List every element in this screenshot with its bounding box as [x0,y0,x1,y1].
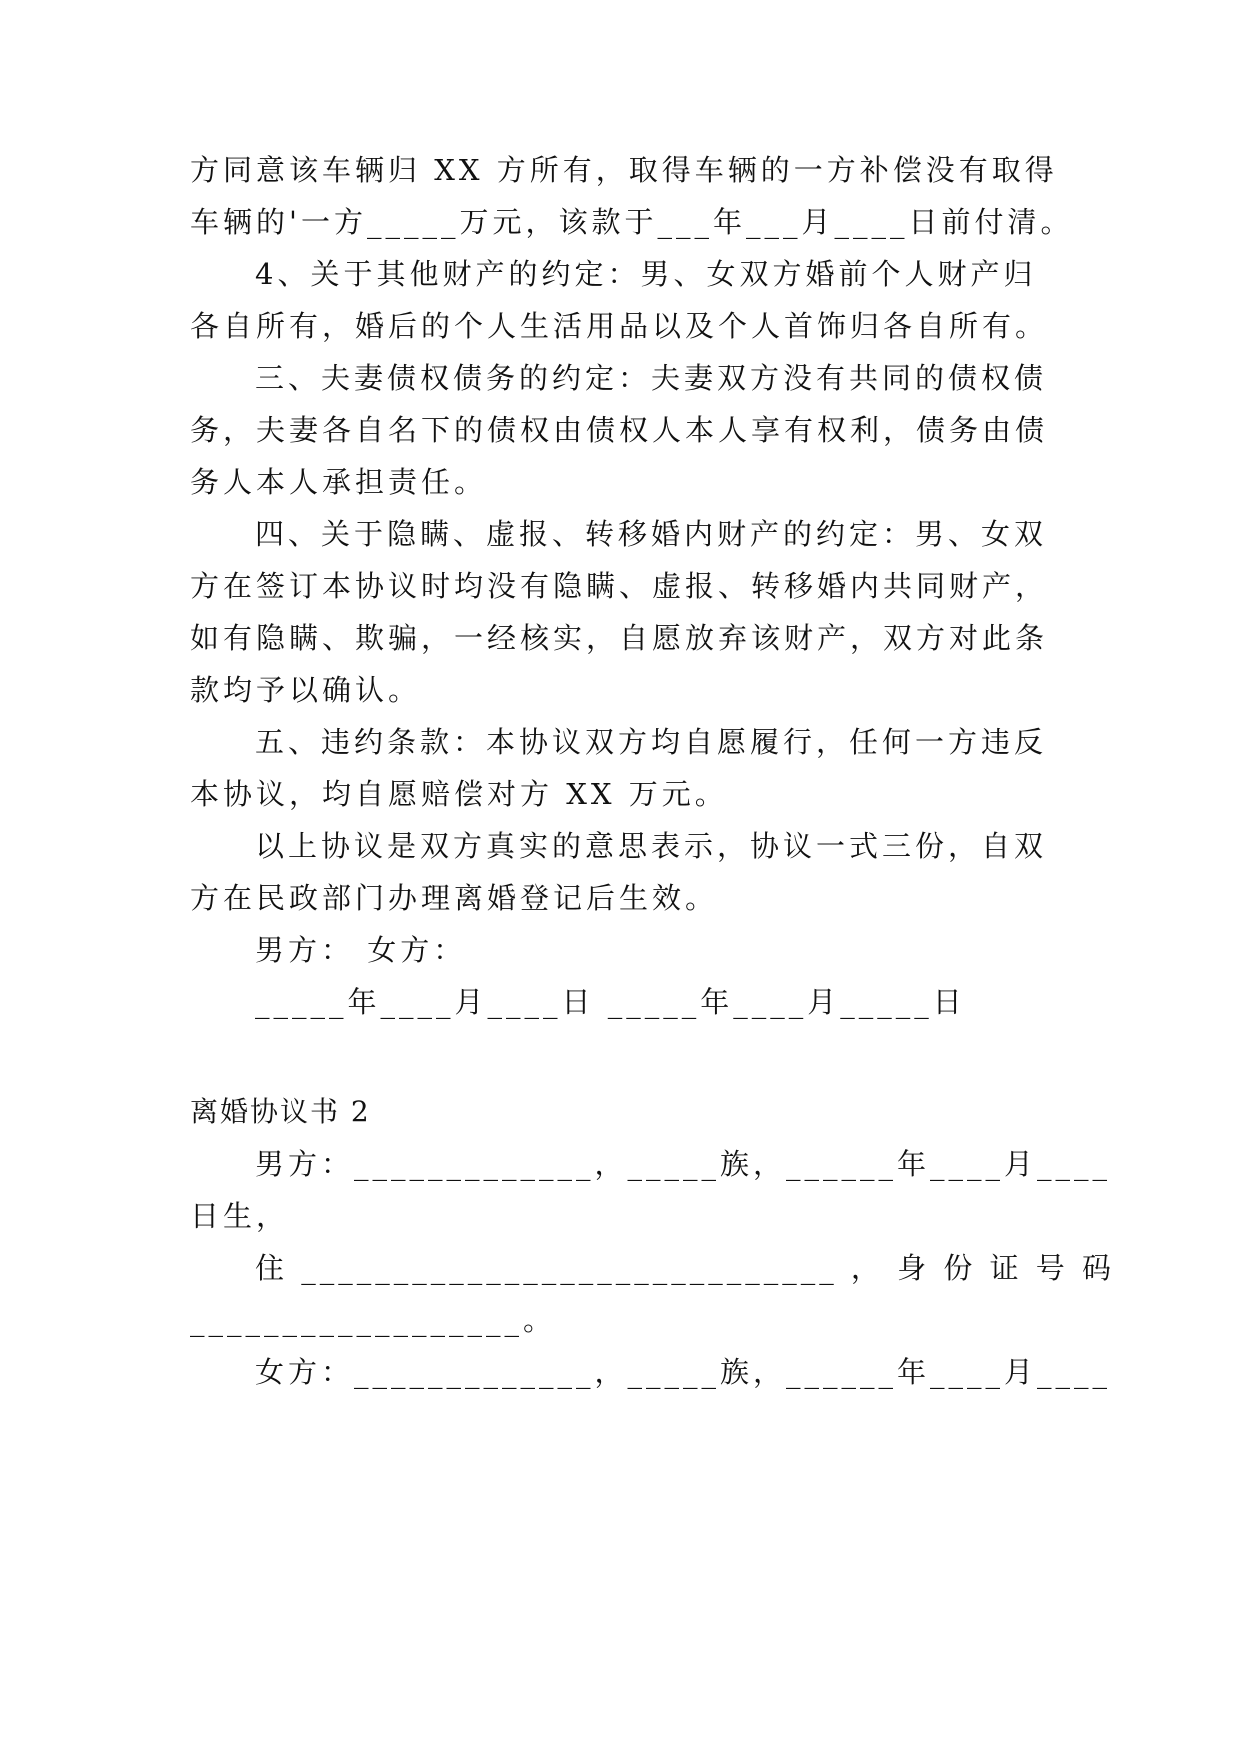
signature-line: 男方： 女方： [255,933,467,967]
form-line: 住 _____________________________ ， 身 份 证 号 码 [255,1251,1116,1285]
paragraph-line: 以上协议是双方真实的意思表示，协议一式三份，自双 [255,829,1048,863]
paragraph-line: 方同意该车辆归 XX 方所有，取得车辆的一方补偿没有取得 [190,153,1058,187]
paragraph-line: 车辆的'一方_____万元，该款于___年___月____日前付清。 [190,205,1074,239]
paragraph-line: 各自所有，婚后的个人生活用品以及个人首饰归各自所有。 [190,309,1049,343]
form-line: __________________。 [190,1303,557,1337]
paragraph-line: 4、关于其他财产的约定：男、女双方婚前个人财产归 [255,257,1037,291]
paragraph-line: 三、夫妻债权债务的约定：夫妻双方没有共同的债权债 [255,361,1048,395]
paragraph-line: 如有隐瞒、欺骗，一经核实，自愿放弃该财产，双方对此条 [190,621,1049,655]
paragraph-line: 务人本人承担责任。 [190,465,488,499]
paragraph-line: 本协议，均自愿赔偿对方 XX 万元。 [190,777,728,811]
paragraph-line: 五、违约条款：本协议双方均自愿履行，任何一方违反 [255,725,1048,759]
paragraph-line: 款均予以确认。 [190,673,422,707]
form-line: 女方：_____________，_____族，______年____月____ [255,1355,1112,1389]
paragraph-line: 四、关于隐瞒、虚报、转移婚内财产的约定：男、女双 [255,517,1048,551]
paragraph-line: 务，夫妻各自名下的债权由债权人本人享有权利，债务由债 [190,413,1049,447]
form-line: 日生， [190,1199,290,1233]
date-line: _____年____月____日 _____年____月_____日 [255,985,966,1019]
form-line: 男方：_____________，_____族，______年____月____ [255,1147,1112,1181]
paragraph-line: 方在民政部门办理离婚登记后生效。 [190,881,719,915]
paragraph-line: 方在签订本协议时均没有隐瞒、虚报、转移婚内共同财产， [190,569,1049,603]
section-title: 离婚协议书 2 [190,1095,371,1128]
